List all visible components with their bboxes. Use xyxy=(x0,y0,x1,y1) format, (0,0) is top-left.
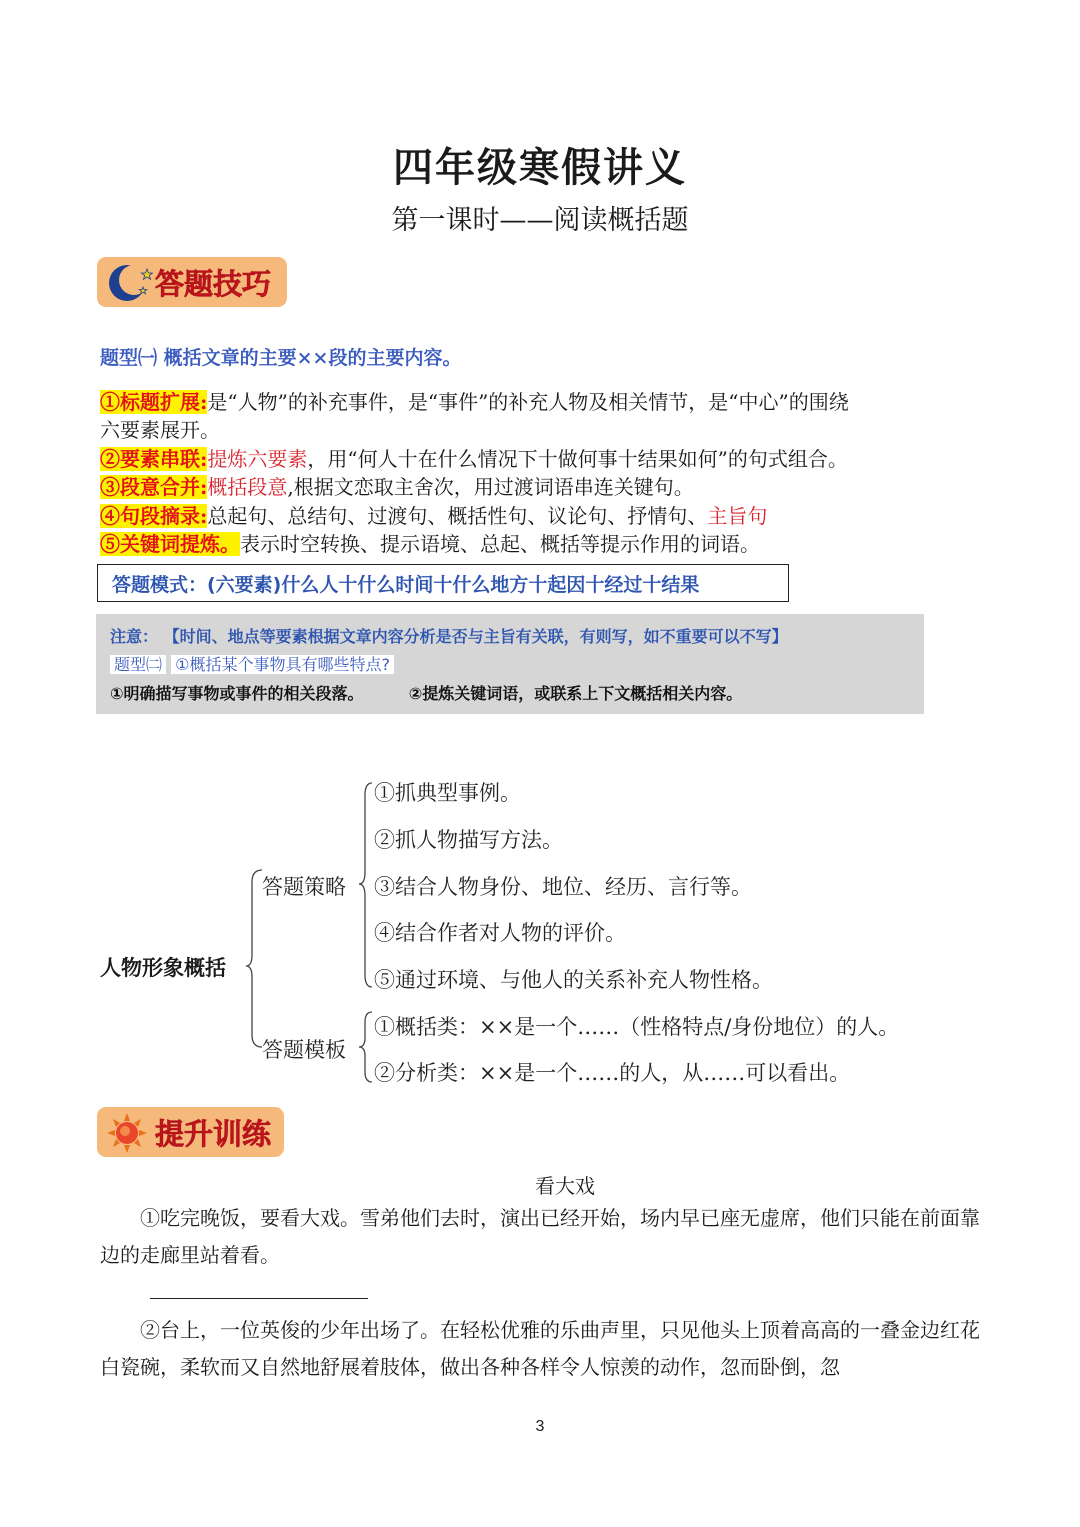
template-label: 答题模板 xyxy=(262,1038,346,1062)
strategy-item: ③结合人物身份、地位、经历、言行等。 xyxy=(374,875,752,899)
strategy-item: ④结合作者对人物的评价。 xyxy=(374,921,626,945)
page-number: 3 xyxy=(535,1418,545,1435)
strategy-brace xyxy=(359,783,372,987)
question-type-2-text: ①概括某个事物具有哪些特点? xyxy=(171,655,394,674)
page-title: 四年级寒假讲义 xyxy=(393,144,687,191)
rule-text: 表示时空转换、提示语境、总起、概括等提示作用的词语。 xyxy=(240,532,760,556)
badge-label: 提升训练 xyxy=(155,1116,272,1151)
answer-mode-text: 答题模式：(六要素)什么人十什么时间十什么地方十起因十经过十结果 xyxy=(112,573,700,596)
rule-text: ,根据文恋取主舍次，用过渡词语串连关键句。 xyxy=(287,475,694,499)
story-title: 看大戏 xyxy=(535,1174,595,1198)
answer-blank-line xyxy=(150,1298,368,1299)
strategy-item: ②抓人物描写方法。 xyxy=(374,828,563,852)
template-brace xyxy=(359,1012,372,1082)
rule-tag: ③段意合并: xyxy=(100,475,208,499)
rule-tag: ①标题扩展: xyxy=(100,390,208,414)
story-paragraph-2: ②台上，一位英俊的少年出场了。在轻松优雅的乐曲声里，只见他头上顶着高高的一叠金边红花白瓷碗，柔软而又自然地舒展着肢体，做出各种各样令人惊羡的动作，忽而卧倒，忽 xyxy=(100,1318,980,1379)
rule-text: 是“人物”的补充事件，是“事件”的补充人物及相关情节，是“中心”的围绕 xyxy=(207,390,849,414)
strategy-label: 答题策略 xyxy=(262,875,346,899)
template-item: ①概括类：××是一个……（性格特点/身份地位）的人。 xyxy=(374,1015,900,1039)
rule-text: 总起句、总结句、过渡句、概括性句、议论句、抒情句、 xyxy=(207,504,708,528)
sun-icon xyxy=(103,1111,151,1159)
rule-red-text: 主旨句 xyxy=(707,504,768,528)
rule-title-expand-cont: 六要素展开。 xyxy=(100,418,220,442)
section-badge-training xyxy=(97,1107,284,1157)
mindmap-root: 人物形象概括 xyxy=(100,956,226,980)
lesson-subtitle: 第一课时——阅读概括题 xyxy=(391,205,689,236)
note-label: 注意： xyxy=(110,627,159,646)
story-paragraph-1: ①吃完晚饭，要看大戏。雪弟他们去时，演出已经开始，场内早已座无虚席，他们只能在前面靠边的走廊里站着看。 xyxy=(100,1206,980,1267)
question-type-1: 题型㈠ 概括文章的主要××段的主要内容。 xyxy=(100,347,462,369)
note-text: 【时间、地点等要素根据文章内容分析是否与主旨有关联，有则写，如不重要可以不写】 xyxy=(163,627,788,646)
rule-tag: ②要素串联: xyxy=(100,447,208,471)
rule-text: ，用“何人十在什么情况下十做何事十结果如何”的句式组合。 xyxy=(307,447,848,471)
template-item: ②分析类：××是一个……的人，从……可以看出。 xyxy=(374,1061,851,1085)
point-1: ①明确描写事物或事件的相关段落。 xyxy=(110,684,364,703)
question-type-2-tag: 题型㈡ xyxy=(110,655,166,674)
rule-tag: ④句段摘录: xyxy=(100,504,208,528)
point-2: ②提炼关键词语，或联系上下文概括相关内容。 xyxy=(408,684,743,703)
rule-red-text: 提炼六要素 xyxy=(207,447,308,471)
root-brace xyxy=(246,870,262,1047)
strategy-item: ⑤通过环境、与他人的关系补充人物性格。 xyxy=(374,968,773,992)
rule-red-text: 概括段意 xyxy=(207,475,288,499)
badge-label: 答题技巧 xyxy=(155,266,272,301)
strategy-item: ①抓典型事例。 xyxy=(374,781,521,805)
rule-tag: ⑤关键词提炼。 xyxy=(100,532,240,556)
